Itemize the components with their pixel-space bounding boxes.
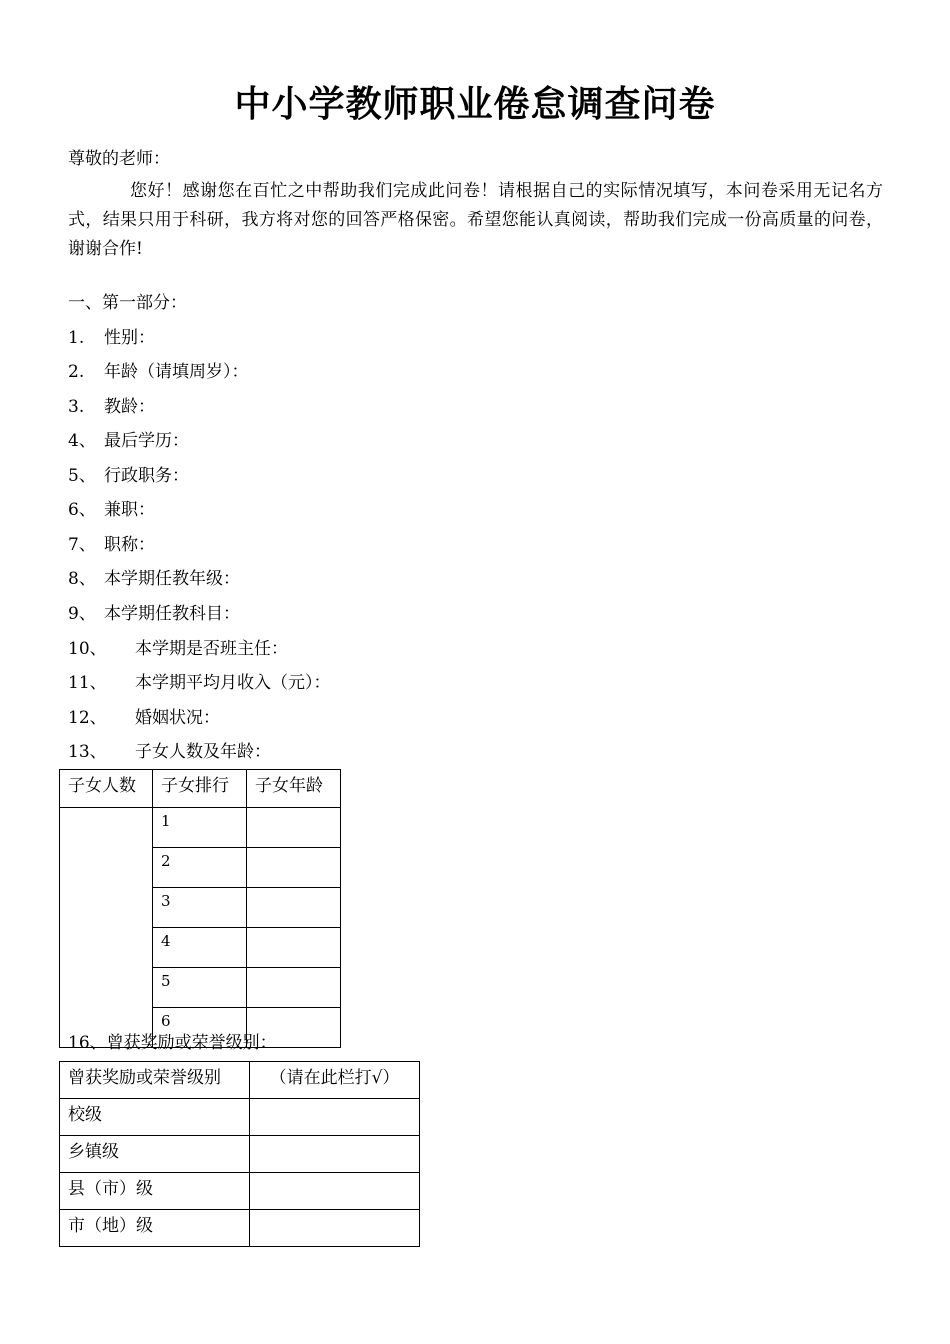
page-title: 中小学教师职业倦怠调查问卷 [234, 84, 716, 125]
question-number: 5、 [68, 466, 96, 486]
award-level-label: 乡镇级 [60, 1136, 250, 1173]
question-number: 4、 [68, 431, 96, 451]
header-children-age: 子女年龄 [247, 770, 341, 808]
question-label: 年龄（请填周岁）： [104, 362, 249, 382]
question-label: 子女人数及年龄： [135, 742, 271, 762]
question-label: 最后学历： [104, 431, 189, 451]
question-label: 婚姻状况： [135, 708, 220, 728]
rank-cell: 4 [153, 928, 247, 968]
award-level-label: 校级 [60, 1099, 250, 1136]
question-label: 职称： [104, 535, 155, 555]
age-cell[interactable] [247, 848, 341, 888]
question-number: 10、 [68, 639, 107, 659]
header-check-column: （请在此栏打√） [250, 1062, 420, 1099]
award-level-label: 县（市）级 [60, 1173, 250, 1210]
children-table [59, 769, 341, 1048]
award-level-label: 市（地）级 [60, 1210, 250, 1247]
intro-paragraph: 您好！感谢您在百忙之中帮助我们完成此问卷！请根据自己的实际情况填写，本问卷采用无记名方式，结果只用于科研，我方将对您的回答严格保密。希望您能认真阅读，帮助我们完成一份高质量的问卷，谢谢合作! [68, 181, 883, 259]
question-number: 11、 [68, 673, 107, 693]
table-row [60, 1136, 420, 1173]
rank-cell: 5 [153, 968, 247, 1008]
table-row [60, 808, 341, 848]
question-label: 本学期任教科目： [104, 604, 240, 624]
award-check-cell[interactable] [250, 1210, 420, 1247]
rank-cell: 3 [153, 888, 247, 928]
header-award-level: 曾获奖励或荣誉级别 [60, 1062, 250, 1099]
question-label: 本学期任教年级： [104, 569, 240, 589]
question-number: 3. [68, 397, 85, 417]
award-table [59, 1061, 420, 1247]
table-header-row [60, 770, 341, 808]
question-admin-position [68, 461, 189, 486]
table-row [60, 1210, 420, 1247]
rank-cell: 6 [153, 1008, 247, 1048]
age-cell[interactable] [247, 888, 341, 928]
table-header-row [60, 1062, 420, 1099]
question-grade [68, 564, 240, 589]
question-label: 性别： [104, 328, 155, 348]
age-cell[interactable] [247, 808, 341, 848]
question-label: 本学期平均月收入（元）： [135, 673, 331, 693]
greeting: 尊敬的老师： [68, 149, 170, 169]
table-row [60, 1173, 420, 1210]
question-awards: 16、曾获奖励或荣誉级别： [68, 1033, 277, 1053]
question-label: 行政职务： [104, 466, 189, 486]
award-check-cell[interactable] [250, 1136, 420, 1173]
question-number: 2. [68, 362, 85, 382]
age-cell[interactable] [247, 968, 341, 1008]
question-label: 教龄： [104, 397, 155, 417]
question-number: 12、 [68, 708, 107, 728]
header-children-count: 子女人数 [60, 770, 153, 808]
section-heading: 一、第一部分： [68, 293, 187, 313]
question-head-teacher [68, 634, 288, 659]
question-number: 9、 [68, 604, 96, 624]
question-number: 8、 [68, 569, 96, 589]
question-title [68, 530, 155, 555]
question-age [68, 357, 249, 382]
question-subject [68, 599, 240, 624]
question-teaching-years [68, 392, 155, 417]
question-income [68, 668, 331, 693]
header-children-rank: 子女排行 [153, 770, 247, 808]
question-children [68, 737, 271, 762]
question-gender [68, 323, 155, 348]
question-label: 兼职： [104, 500, 155, 520]
question-number: 13、 [68, 742, 107, 762]
rank-cell: 1 [153, 808, 247, 848]
question-number: 6、 [68, 500, 96, 520]
question-education [68, 426, 189, 451]
award-check-cell[interactable] [250, 1099, 420, 1136]
question-marital-status [68, 703, 220, 728]
question-label: 本学期是否班主任： [135, 639, 288, 659]
rank-cell: 2 [153, 848, 247, 888]
age-cell[interactable] [247, 928, 341, 968]
award-check-cell[interactable] [250, 1173, 420, 1210]
question-part-time [68, 495, 155, 520]
table-row [60, 1099, 420, 1136]
children-count-cell[interactable] [60, 808, 153, 1048]
question-number: 7、 [68, 535, 96, 555]
question-number: 1. [68, 328, 85, 348]
